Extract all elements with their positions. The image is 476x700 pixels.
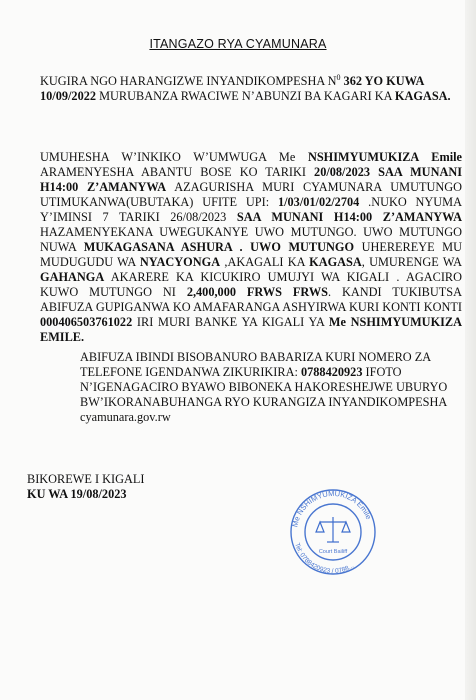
place-date-block bbox=[27, 472, 247, 502]
document-title bbox=[0, 37, 476, 51]
account-number: 000406503761022 bbox=[40, 315, 133, 329]
intro-paragraph: KUGIRA NGO HARANGIZWE INYANDIKOMPESHA $N^0$ 362 YO KUWA 10/09/2022 MURUBANZA RWACIWE N’ABUNZI BA KAGARI KA KAGASA. bbox=[40, 73, 451, 104]
official-stamp bbox=[270, 487, 395, 577]
bailiff-name: NSHIMYUMUKIZA Emile bbox=[307, 150, 462, 164]
property-value: 2,400,000 FRWS FRWS bbox=[186, 285, 329, 299]
svg-text:Me NSHIMYUMUKIZA Emile: Me NSHIMYUMUKIZA Emile bbox=[290, 488, 374, 528]
signature-date: KU WA 19/08/2023 bbox=[27, 487, 127, 501]
announcement-body: UMUHESHA W’INKIKO W’UMWUGA Me NSHIMYUMUKIZA Emile ARAMENYESHA ABANTU BOSE KO TARIKI 20/08/2023 SAA MUNANI H14:00 Z’AMANYWA AZAGURISHA MURI CYAMUNARA UMUTUNGO UTIMUKANWA(UBUTAKA) UFITE UPI: 1/03/01/02/2704 .NUKO NYUMA Y’IMINSI 7 TARIKI 26/08/2023 SAA MUNANI H14:00 Z’AMANYWA HAZAMENYEKANA UWEGUKANYE UWO MUTUNGO. UWO MUTUNGO NUWA MUKAGASANA ASHURA . UWO MUTUNGO UHEREREYE MU MUDUGUDU WA NYACYONGA ,AKAGALI KA KAGASA, UMURENGE WA GAHANGA AKARERE KA KICUKIRO UMUJYI WA KIGALI . AGACIRO KUWO MUTUNGO NI 2,400,000 FRWS FRWS. KANDI TUKIBUTSA ABIFUZA GUPIGANWA KO AMAFARANGA ASHYIRWA KURI KONTI KONTI 000406503761022 IRI MURI BANKE YA KIGALI YA Me NSHIMYUMUKIZA EMILE. bbox=[40, 150, 463, 344]
phone-number: 0788420923 bbox=[300, 365, 363, 379]
contact-paragraph: ABIFUZA IBINDI BISOBANURO BABARIZA KURI NOMERO ZA TELEFONE IGENDANWA ZIKURIKIRA: 0788420923 IFOTO N’IGENAGACIRO BYAWO BIBONEKA HAKORESHEJWE UBURYO BW’IKORANABUHANGA RYO KURANGIZA INYANDIKOMPESHA cyamunara.gov.rw bbox=[80, 350, 448, 424]
svg-text:Tel: 0788420923 / 0788...: Tel: 0788420923 / 0788... bbox=[293, 542, 356, 576]
auction-date: 20/08/2023 SAA MUNANI H14:00 Z’AMANYWA bbox=[40, 165, 462, 194]
page-edge-shadow bbox=[465, 0, 476, 700]
place-line: BIKOREWE I KIGALI bbox=[27, 472, 145, 486]
scales-icon bbox=[316, 517, 350, 542]
title-text: ITANGAZO RYA CYAMUNARA bbox=[149, 37, 327, 51]
upi-number: 1/03/01/02/2704 bbox=[277, 195, 360, 209]
svg-text:Court Bailiff: Court Bailiff bbox=[318, 549, 348, 555]
owner-name: MUKAGASANA ASHURA . UWO MUTUNGO bbox=[83, 240, 355, 254]
